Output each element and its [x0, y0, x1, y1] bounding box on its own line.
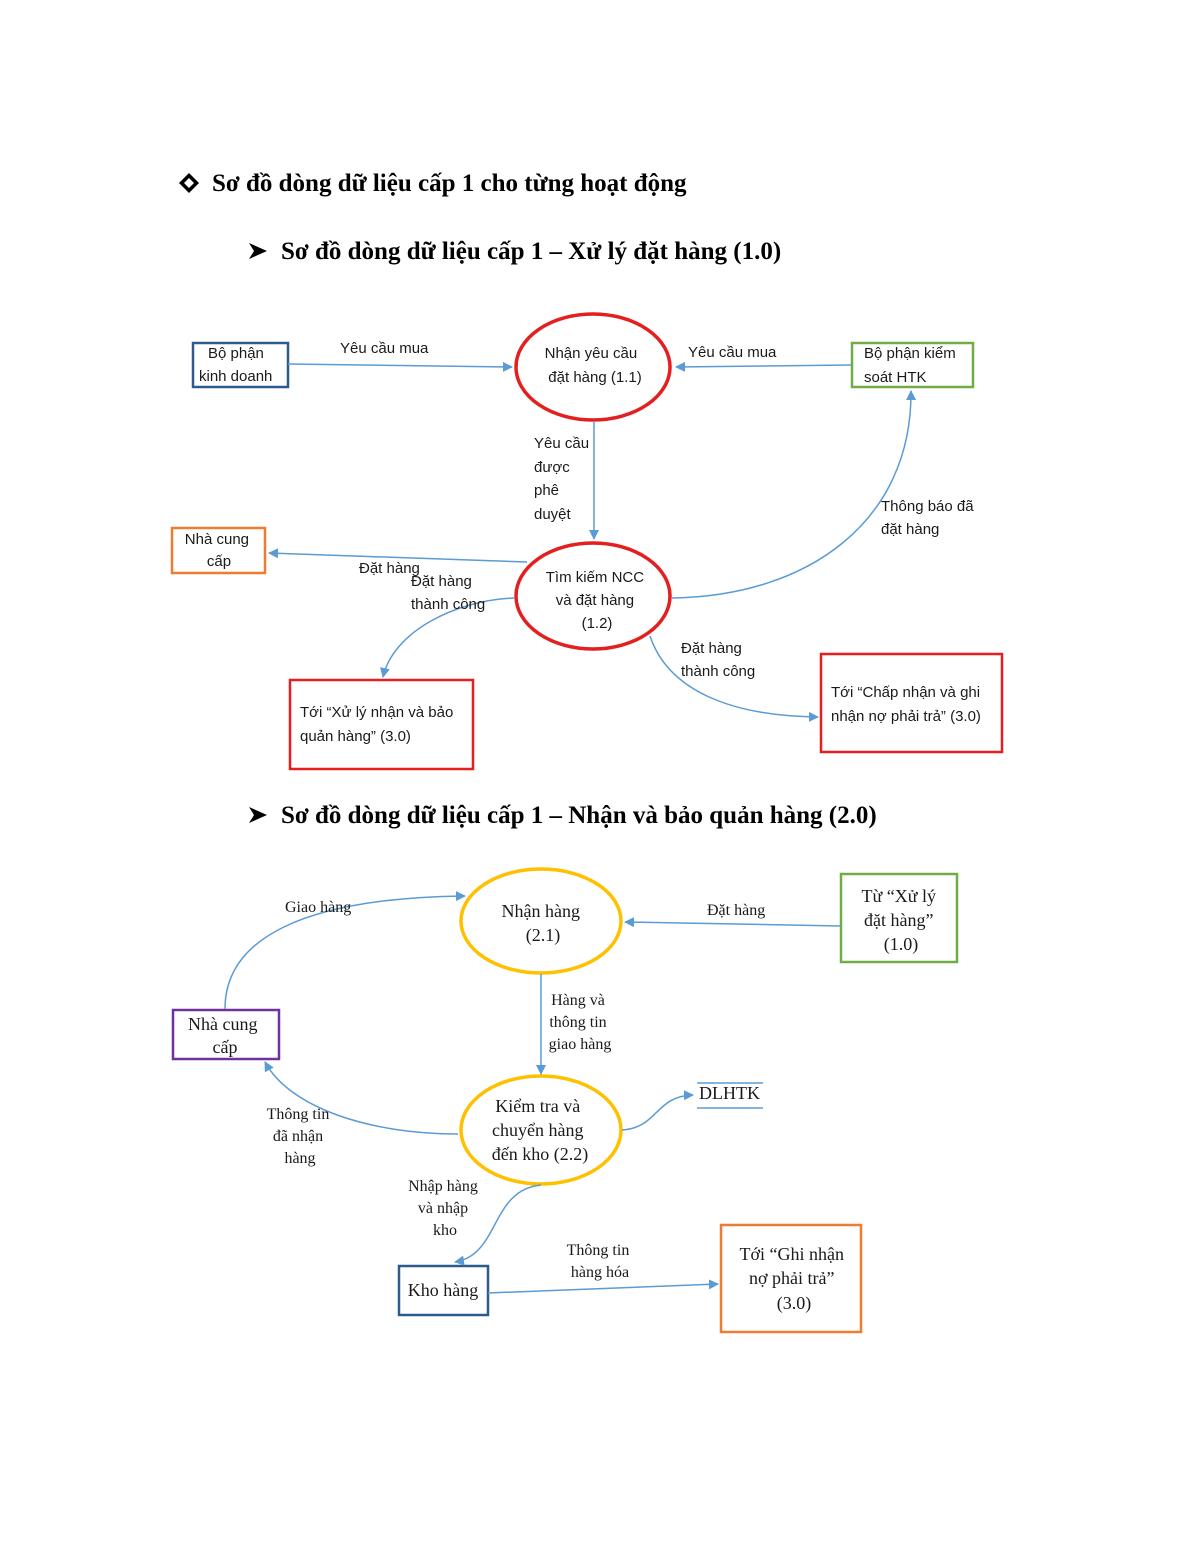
flow-label-yeu-cau-mua-right: Yêu cầu mua [688, 344, 777, 361]
flow-thong-tin-hang-hoa [488, 1284, 718, 1293]
process-1-2-label: Tìm kiếm NCC và đặt hàng (1.2) [545, 569, 645, 632]
entity-to-20-box [290, 680, 473, 769]
flow-label-phe-duyet: Yêu cầu được phê duyệt [534, 435, 590, 523]
flow-label-thong-bao: Thông báo đã đặt hàng [881, 498, 974, 538]
entity-kiem-soat-label: Bộ phận kiểm soát HTK [864, 345, 956, 386]
diagram-1 [172, 314, 1002, 769]
flow-da-nhan-hang [265, 1062, 458, 1134]
process-2-1-label: Nhận hàng (2.1) [501, 901, 580, 945]
diagram-1-heading-text: Sơ đồ dòng dữ liệu cấp 1 – Xử lý đặt hàng (1.0) [281, 238, 782, 265]
flow-label-hang-va-thong-tin: Hàng và thông tin giao hàng [548, 992, 612, 1053]
flow-label-yeu-cau-mua-left: Yêu cầu mua [340, 340, 429, 357]
main-heading-text: Sơ đồ dòng dữ liệu cấp 1 cho từng hoạt động [212, 170, 687, 197]
flow-label-thanh-cong-right: Đặt hàng thành công [681, 640, 756, 680]
diagram-2-heading-text: Sơ đồ dòng dữ liệu cấp 1 – Nhận và bảo quản hàng (2.0) [281, 802, 877, 829]
process-1-1-label: Nhận yêu cầu đặt hàng (1.1) [544, 345, 642, 386]
flow-label-nhap-kho: Nhập hàng và nhập kho [408, 1178, 478, 1239]
flow-label-dat-hang: Đặt hàng [359, 560, 420, 577]
diagram-2 [173, 869, 957, 1332]
flow-label-da-nhan-hang: Thông tin đã nhận hàng [266, 1106, 330, 1167]
flow-dat-hang-2 [625, 922, 841, 926]
entity-nha-cung-cap-2-label: Nhà cung cấp [188, 1014, 258, 1057]
flow-label-thanh-cong-left: Đặt hàng thành công [411, 573, 486, 613]
entity-kho-hang-label: Kho hàng [407, 1280, 479, 1300]
entity-kinh-doanh-label: Bộ phận kinh doanh [199, 345, 273, 385]
flow-yeu-cau-mua-right [676, 365, 852, 367]
flow-yeu-cau-mua-left [288, 364, 512, 367]
flow-thong-bao [672, 391, 911, 598]
flow-to-datastore [622, 1095, 693, 1130]
entity-to-30-box [821, 654, 1002, 752]
flow-nhap-kho [455, 1185, 541, 1262]
process-2-2-label: Kiểm tra và chuyển hàng đến kho (2.2) [491, 1096, 589, 1164]
entity-to-30-2-label: Tới “Ghi nhận nợ phải trả” (3.0) [739, 1244, 844, 1313]
entity-to-20-label: Tới “Xử lý nhận và bảo quản hàng” (3.0) [300, 704, 454, 745]
process-1-1-shape [516, 314, 670, 420]
flow-label-thong-tin-hang-hoa: Thông tin hàng hóa [566, 1242, 630, 1281]
entity-to-30-label: Tới “Chấp nhận và ghi nhận nợ phải trả” (3.0) [831, 684, 981, 725]
flow-label-giao-hang: Giao hàng [285, 899, 352, 916]
process-2-1-shape [461, 869, 621, 973]
datastore-label: DLHTK [699, 1083, 760, 1103]
entity-tu-10-label: Từ “Xử lý đặt hàng” (1.0) [861, 886, 936, 954]
entity-nha-cung-cap-label: Nhà cung cấp [184, 531, 250, 570]
flow-label-dat-hang-2: Đặt hàng [707, 902, 766, 919]
